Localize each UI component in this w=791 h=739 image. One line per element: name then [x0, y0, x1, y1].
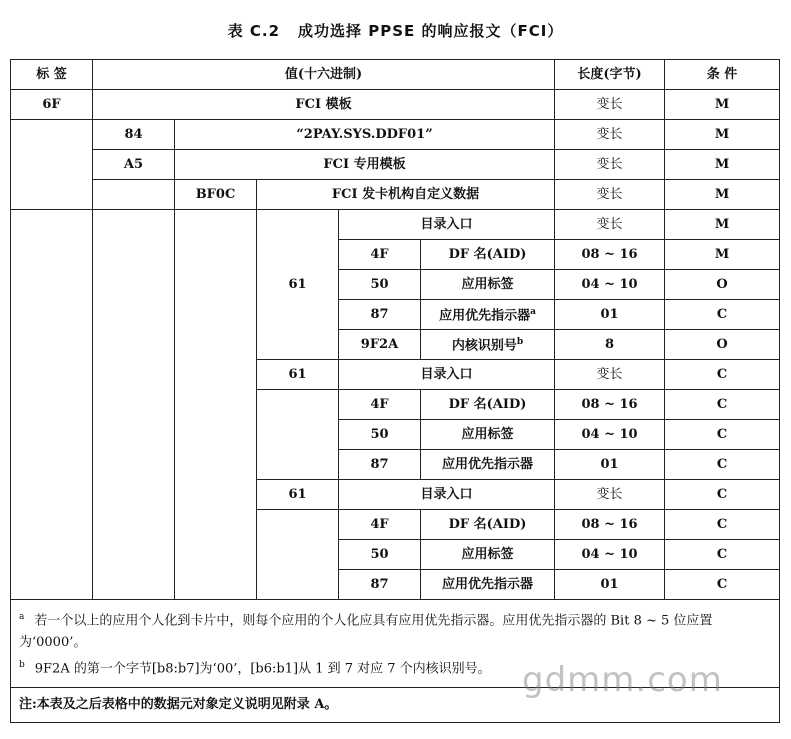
tag-cell: 4F	[339, 510, 421, 540]
footnote-text: 9F2A 的第一个字节[b8:b7]为‘00’，[b6:b1]从 1 到 7 对应 7 个内核识别号。	[34, 661, 491, 677]
name-cell: 应用优先指示器	[421, 450, 555, 480]
value-cell: “2PAY.SYS.DDF01”	[175, 120, 555, 150]
tag-cell: 87	[339, 300, 421, 330]
tag-cell: 6F	[11, 90, 93, 120]
length-cell: 变长	[555, 180, 665, 210]
length-cell: 变长	[555, 210, 665, 240]
length-cell: 04 ~ 10	[555, 270, 665, 300]
footnote-text: 若一个以上的应用个人化到卡片中，则每个应用的个人化应具有应用优先指示器。应用优先指示器的 Bit 8 ~ 5 位应置为‘0000’。	[19, 613, 713, 651]
condition-cell: O	[665, 270, 780, 300]
condition-cell: M	[665, 240, 780, 270]
condition-cell: C	[665, 360, 780, 390]
tag-cell: 4F	[339, 390, 421, 420]
tag-cell: BF0C	[175, 180, 257, 210]
condition-cell: C	[665, 450, 780, 480]
tag-cell: 9F2A	[339, 330, 421, 360]
tag-cell: 50	[339, 420, 421, 450]
value-cell: FCI 发卡机构自定义数据	[257, 180, 555, 210]
fci-table	[10, 59, 780, 723]
table-row	[11, 150, 780, 180]
value-cell: FCI 专用模板	[175, 150, 555, 180]
length-cell: 变长	[555, 90, 665, 120]
condition-cell: C	[665, 540, 780, 570]
table-row	[11, 120, 780, 150]
header-tag: 标 签	[11, 60, 93, 90]
tag-cell: 50	[339, 540, 421, 570]
condition-cell: M	[665, 150, 780, 180]
name-cell: DF 名(AID)	[421, 390, 555, 420]
condition-cell: C	[665, 570, 780, 600]
name-cell: DF 名(AID)	[421, 240, 555, 270]
length-cell: 8	[555, 330, 665, 360]
length-cell: 08 ~ 16	[555, 240, 665, 270]
name-cell	[421, 300, 555, 330]
length-cell: 08 ~ 16	[555, 510, 665, 540]
empty-cell	[93, 210, 175, 600]
condition-cell: C	[665, 300, 780, 330]
footnote-mark: b	[19, 660, 25, 671]
length-cell: 01	[555, 300, 665, 330]
entry-tag-cell: 61	[257, 360, 339, 390]
length-cell: 04 ~ 10	[555, 540, 665, 570]
condition-cell: C	[665, 390, 780, 420]
length-cell: 01	[555, 570, 665, 600]
footnote-ref: b	[516, 337, 524, 348]
length-cell: 变长	[555, 150, 665, 180]
name-cell	[421, 330, 555, 360]
condition-cell: C	[665, 420, 780, 450]
table-row	[11, 90, 780, 120]
table-row	[11, 180, 780, 210]
name-text: 应用优先指示器	[439, 308, 531, 324]
empty-cell	[257, 390, 339, 480]
name-cell: DF 名(AID)	[421, 510, 555, 540]
name-cell: 应用标签	[421, 420, 555, 450]
tag-cell: 87	[339, 450, 421, 480]
condition-cell: C	[665, 510, 780, 540]
tag-cell: 50	[339, 270, 421, 300]
note-cell: 注:本表及之后表格中的数据元对象定义说明见附录 A。	[11, 687, 780, 722]
condition-cell: M	[665, 90, 780, 120]
table-header-row	[11, 60, 780, 90]
length-cell: 变长	[555, 480, 665, 510]
name-cell: 应用标签	[421, 540, 555, 570]
page-title	[0, 20, 791, 41]
table-row	[11, 210, 780, 240]
length-cell: 变长	[555, 360, 665, 390]
tag-cell: 4F	[339, 240, 421, 270]
condition-cell: M	[665, 210, 780, 240]
length-cell: 04 ~ 10	[555, 420, 665, 450]
empty-cell	[257, 510, 339, 600]
tag-cell: 87	[339, 570, 421, 600]
length-cell: 变长	[555, 120, 665, 150]
tag-cell: A5	[93, 150, 175, 180]
entry-tag-cell: 61	[257, 210, 339, 360]
name-text: 内核识别号	[451, 338, 517, 354]
length-cell: 01	[555, 450, 665, 480]
empty-cell	[11, 120, 93, 210]
header-value: 值(十六进制)	[93, 60, 555, 90]
watermark: gdmm.com	[522, 660, 723, 700]
directory-entry-cell: 目录入口	[339, 360, 555, 390]
directory-entry-cell: 目录入口	[339, 210, 555, 240]
footnote-mark: a	[19, 612, 25, 622]
table-caption: 成功选择 PPSE 的响应报文（FCI）	[298, 22, 564, 40]
empty-cell	[175, 210, 257, 600]
directory-entry-cell: 目录入口	[339, 480, 555, 510]
length-cell: 08 ~ 16	[555, 390, 665, 420]
entry-tag-cell: 61	[257, 480, 339, 510]
condition-cell: M	[665, 180, 780, 210]
value-cell: FCI 模板	[93, 90, 555, 120]
header-condition: 条 件	[665, 60, 780, 90]
footnote-a	[19, 606, 771, 654]
table-number: 表 C.2	[227, 22, 281, 40]
empty-cell	[11, 210, 93, 600]
condition-cell: C	[665, 480, 780, 510]
condition-cell: M	[665, 120, 780, 150]
header-length: 长度(字节)	[555, 60, 665, 90]
empty-cell	[93, 180, 175, 210]
tag-cell: 84	[93, 120, 175, 150]
condition-cell: O	[665, 330, 780, 360]
footnote-ref: a	[530, 307, 536, 318]
name-cell: 应用优先指示器	[421, 570, 555, 600]
name-cell: 应用标签	[421, 270, 555, 300]
